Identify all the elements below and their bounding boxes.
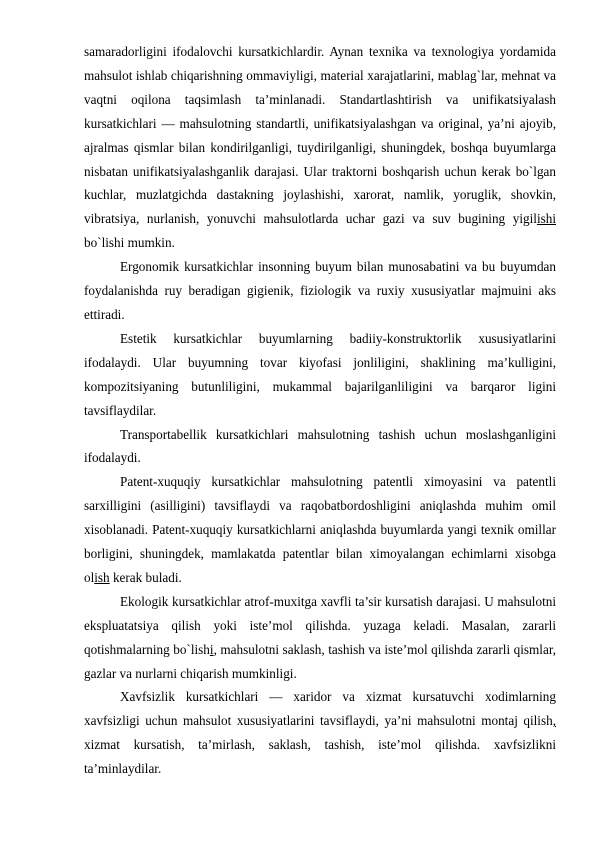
text-run: Patent-xuquqiy kursatkichlar mahsulotning patentli ximoyasini va patentli sarxilligini (asilligini) tavsiflaydi va raqobatbordoshligini aniqlashda muhim omil xisoblanadi. Patent-xuquqiy kursatkichlarni aniqlashda buyumlarda yangi texnik omillar borligini, shuningdek, mamlakatda patentlar bilan ximoyalangan echimlarni xisobga ol bbox=[84, 474, 556, 585]
text-run: Ekologik kursatkichlar atrof-muxitga xavfli ta’sir kursatish darajasi. U mahsulotni ekspluatatsiya qilish yoki iste’mol qilishda. yuzaga keladi. Masalan, zararli qotishmalarning bo`lish bbox=[84, 593, 556, 657]
paragraph-safety bbox=[84, 685, 556, 781]
text-run: samaradorligini ifodalovchi kursatkichlardir. Aynan texnika va texnologiya yordamida mahsulot ishlab chiqarishning ommaviyligi, material xarajatlarini, mablag`lar, mehnat va vaqtni oqilona taqsimlash ta’minlanadi. Standartlashtirish va unifikatsiyalash kursatkichlari — mahsulotning standartli, unifikatsiyalashgan va original, ya’ni ajoyib, ajralmas qismlar bilan kondirilganligi, tuydirilganligi, shuningdek, boshqa buyumlarga nisbatan unifikatsiyalashganlik darajasi. Ular traktorni boshqarish uchun kerak bo`lgan kuchlar, muzlatgichda dastakning joylashishi, xarorat, namlik, yoruglik, shovkin, vibratsiya, nurlanish, yonuvchi mahsulotlarda uchar gazi va suv bugining yigil bbox=[84, 44, 556, 227]
underlined-text-run: i bbox=[209, 641, 214, 657]
text-run: Transportabellik kursatkichlari mahsulotning tashish uchun moslashganligini ifodalaydi. bbox=[84, 426, 556, 466]
paragraph-ergonomic bbox=[84, 255, 556, 327]
document-page bbox=[84, 40, 556, 781]
text-run: , mahsulotni saklash, tashish va iste’mol qilishda zararli qismlar, gazlar va nurlarni chiqarish mumkinligi. bbox=[84, 641, 556, 681]
underlined-text-run: ish bbox=[94, 569, 110, 585]
underlined-text-run: ishi bbox=[536, 211, 556, 227]
text-run: Ergonomik kursatkichlar insonning buyum bilan munosabatini va bu buyumdan foydalanishda ruy beradigan gigienik, fiziologik va ruxiy xususiyatlar majmuini aks ettiradi. bbox=[84, 259, 556, 322]
underlined-text-run: , bbox=[552, 713, 556, 729]
text-run: bo`lishi mumkin. bbox=[84, 235, 175, 251]
paragraph-transportability bbox=[84, 423, 556, 471]
paragraph-patent-legal bbox=[84, 470, 556, 590]
paragraph-aesthetic bbox=[84, 327, 556, 423]
text-run: Estetik kursatkichlar buyumlarning badiiy-konstruktorlik xususiyatlarini ifodalaydi. Ular buyumning tovar kiyofasi jonliligini, shaklining ma’kulligini, kompozitsiyaning butunliligini, mukammal bajarilganliligini va barqaror ligini tavsiflaydilar. bbox=[84, 330, 556, 418]
paragraph-ecological bbox=[84, 590, 556, 686]
text-run: Xavfsizlik kursatkichlari — xaridor va xizmat kursatuvchi xodimlarning xavfsizligi uchun mahsulot xususiyatlarini tavsiflaydi, ya’ni mahsulotni montaj qilish bbox=[84, 689, 556, 729]
text-run: kerak buladi. bbox=[109, 569, 182, 585]
paragraph-standardization bbox=[84, 40, 556, 255]
text-run: xizmat kursatish, ta’mirlash, saklash, tashish, iste’mol qilishda. xavfsizlikni ta’minlaydilar. bbox=[84, 737, 556, 777]
